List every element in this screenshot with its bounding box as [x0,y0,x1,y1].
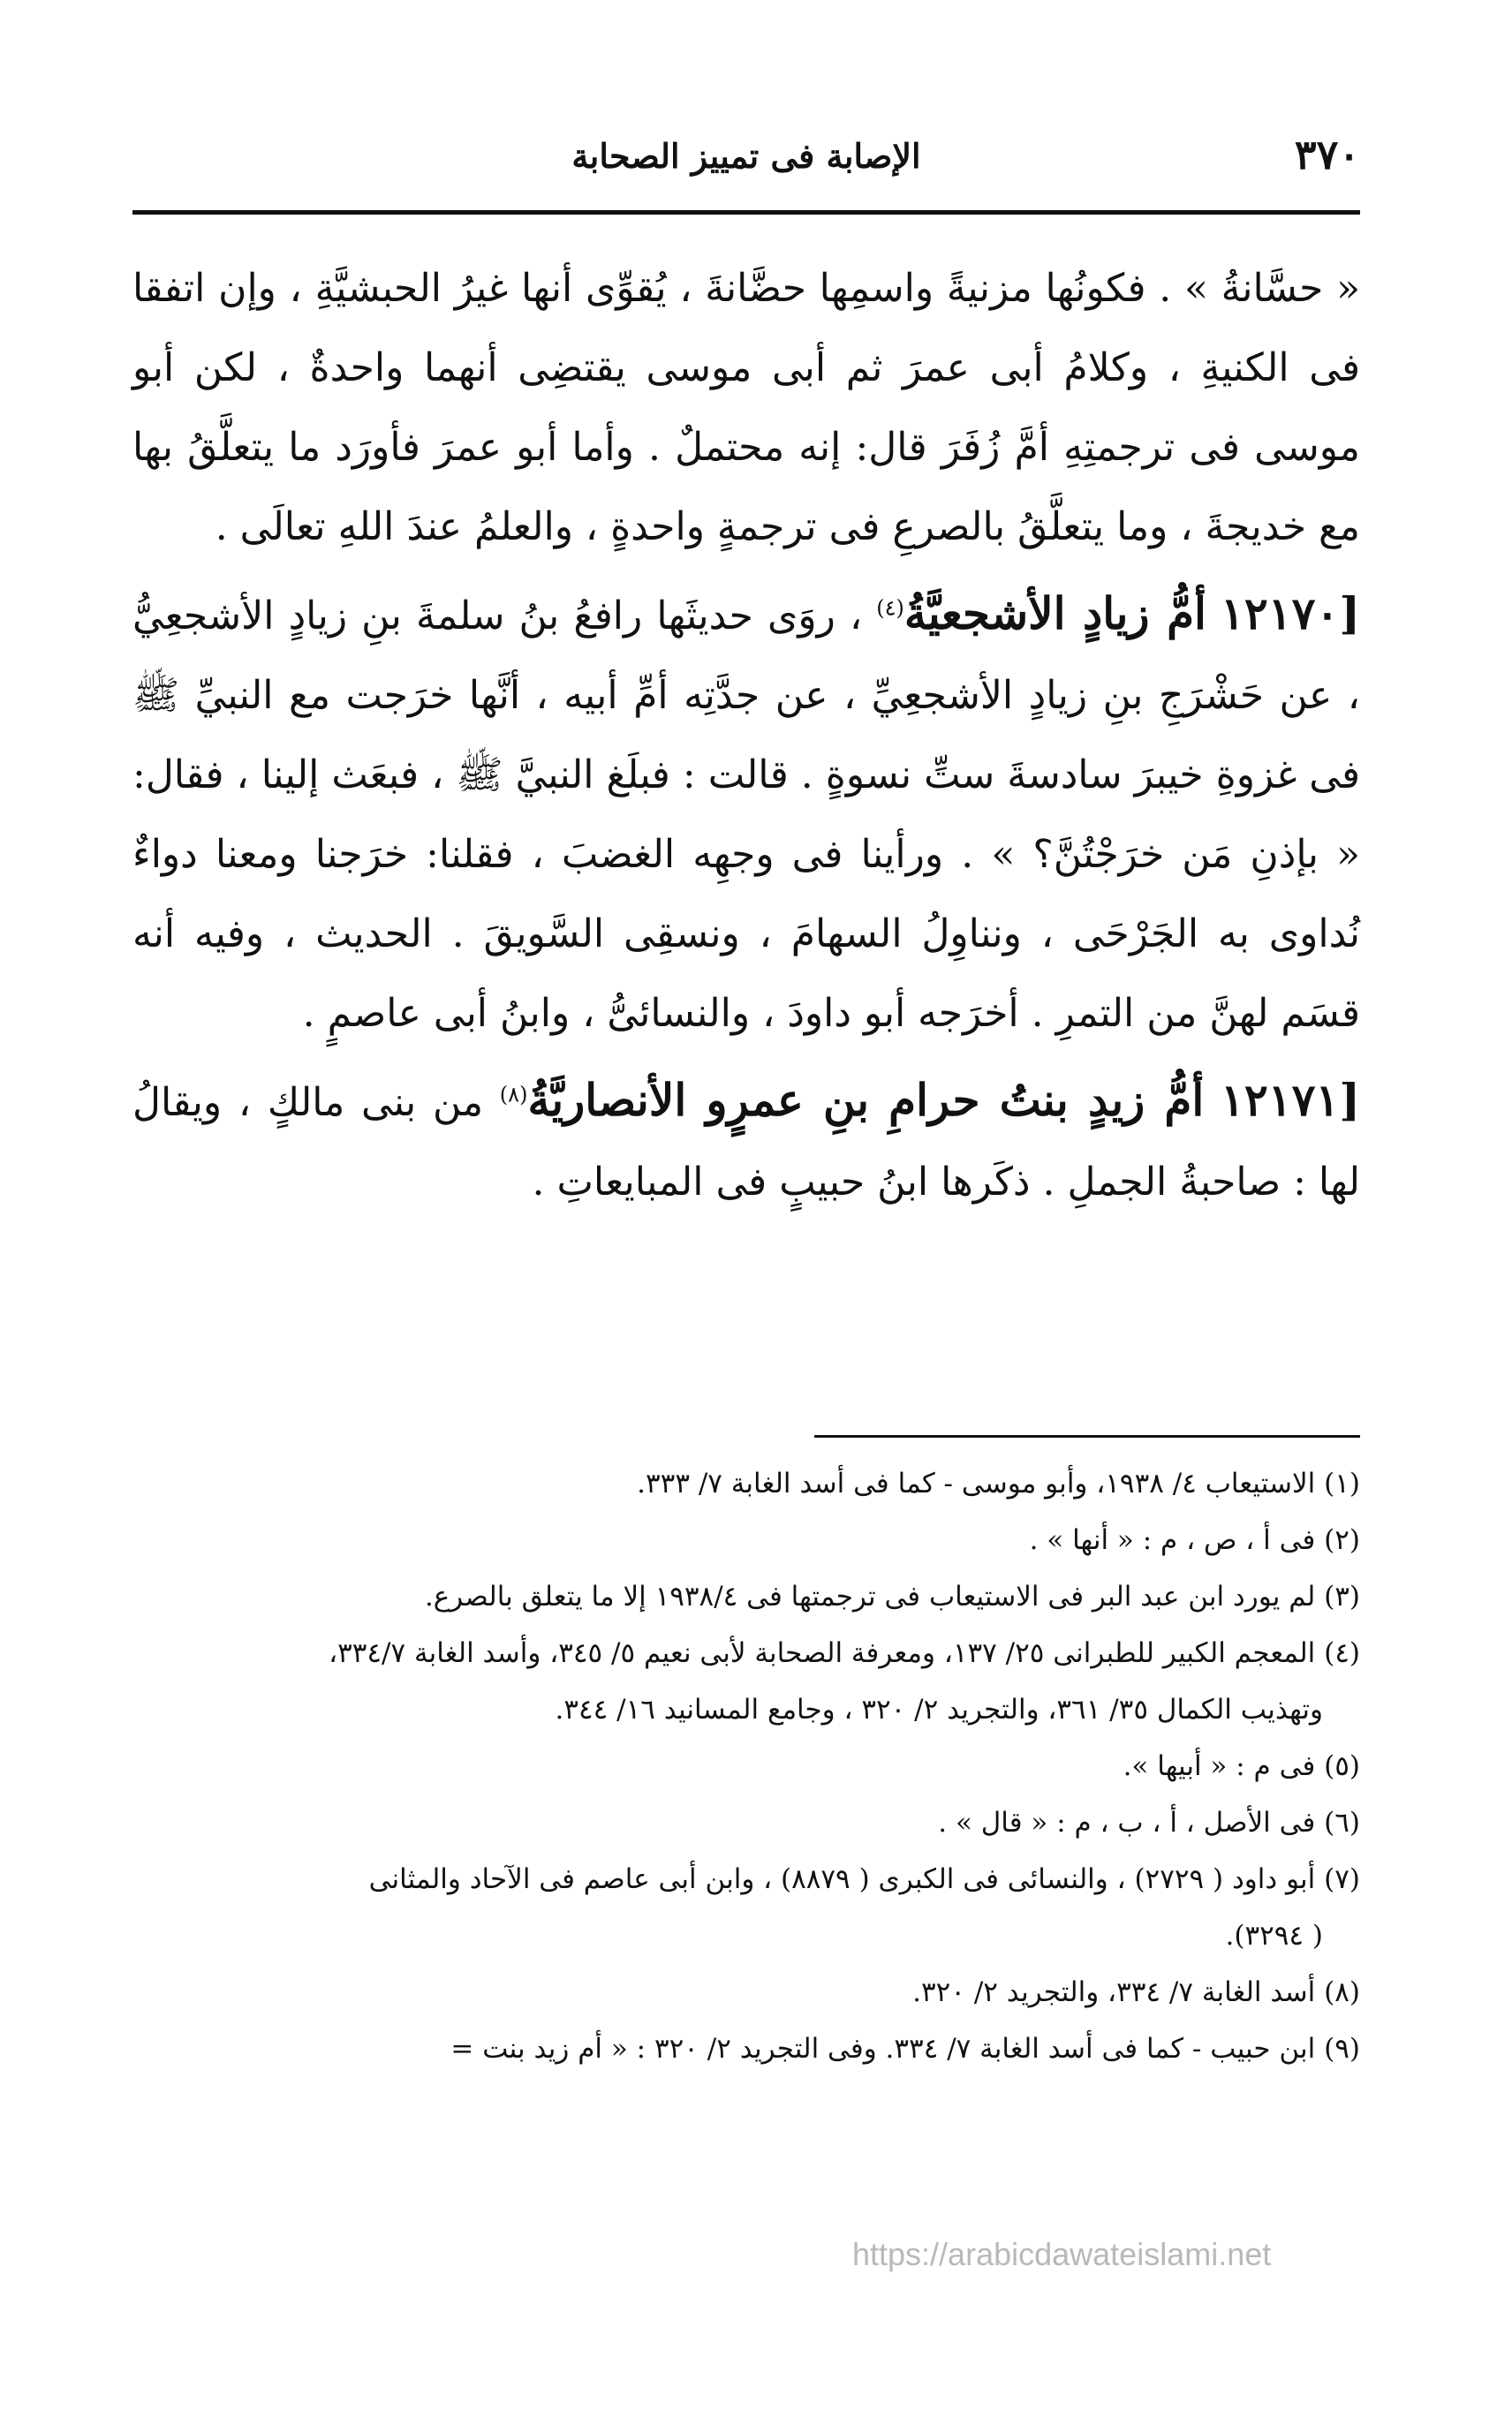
footnote-continuation: وتهذيب الكمال ٣٥/ ٣٦١، والتجريد ٢/ ٣٢٠ ، وجامع المسانيد ١٦/ ٣٤٤. [555,1694,1323,1726]
footnote-text: لم يورد ابن عبد البر فى الاستيعاب فى ترجمتها فى ١٩٣٨/٤ إلا ما يتعلق بالصرع. [424,1581,1316,1613]
footnote-text: فى م : « أبيها ». [1123,1750,1316,1782]
footnote-label: (٣) [1324,1581,1360,1613]
footnote-label: (١) [1324,1468,1360,1500]
footnote-7 [132,1851,1360,1964]
page-header [132,124,1360,203]
footnote-continuation: ( ٣٢٩٤). [1225,1920,1323,1952]
running-title: الإصابة فى تمييز الصحابة [571,136,921,176]
footnote-text: المعجم الكبير للطبرانى ٢٥/ ١٣٧، ومعرفة الصحابة لأبى نعيم ٥/ ٣٤٥، وأسد الغابة ٣٣٤/٧، [329,1637,1316,1669]
entry-text: من بنى مالكٍ ، ويقالُ لها : صاحبةُ الجملِ . ذكَرها ابنُ حبيبٍ فى المبايعاتِ . [132,1080,1360,1205]
footnote-text: الاستيعاب ٤/ ١٩٣٨، وأبو موسى - كما فى أسد الغابة ٧/ ٣٣٣. [637,1468,1316,1500]
entry-text: ، روَى حديثَها رافعُ بنُ سلمةَ بنِ زيادٍ الأشجعِيُّ ، عن حَشْرَجِ بنِ زيادٍ الأشجعِيِّ ، عن جدَّتِه أمِّ أبيه ، أنَّها خرَجت مع النبيِّ ﷺ فى غزوةِ خيبرَ سادسةَ ستِّ نسوةٍ . قالت : فبلَغ النبيَّ ﷺ ، فبعَث إلينا ، فقال: « بإذنِ مَن خرَجْتُنَّ؟ » . ورأينا فى وجهِه الغضبَ ، فقلنا: خرَجنا ومعنا دواءٌ نُداوى به الجَرْحَى ، ونناوِلُ السهامَ ، ونسقِى السَّويقَ . الحديث ، وفيه أنه قسَم لهنَّ من التمرِ . أخرَجه أبو داودَ ، والنسائىُّ ، وابنُ أبى عاصمٍ . [132,593,1360,1036]
footnote-label: (٢) [1324,1524,1360,1556]
footnote-label: (٥) [1324,1750,1360,1782]
footnote-1 [132,1455,1360,1512]
entry-name: أمُّ زيادٍ الأشجعيَّةُ [903,587,1206,639]
footnote-rule [814,1435,1360,1438]
footnote-9 [132,2021,1360,2077]
entry-name: أمُّ زيدٍ بنتُ حرامِ بنِ عمرٍو الأنصاريَّةُ [527,1074,1205,1126]
footnote-5 [132,1738,1360,1794]
entry-number: [١٢١٧١ [1221,1074,1360,1126]
footnote-8 [132,1964,1360,2021]
footnote-text: فى أ ، ص ، م : « أنها » . [1029,1524,1316,1556]
footnote-text: فى الأصل ، أ ، ب ، م : « قال » . [938,1807,1316,1839]
footnotes [132,1455,1360,2077]
page-number: ٣٧٠ [1294,131,1360,178]
footnote-label: (٦) [1324,1807,1360,1839]
footnote-3 [132,1568,1360,1625]
footnote-label: (٤) [1324,1637,1360,1669]
footnote-2 [132,1512,1360,1568]
paragraph-continuation: « حسَّانةُ » . فكونُها مزنيةً واسمِها حضَّانةَ ، يُقوِّى أنها غيرُ الحبشيَّةِ ، وإن اتفقا فى الكنيةِ ، وكلامُ أبى عمرَ ثم أبى موسى يقتضِى أنهما واحدةٌ ، لكن أبو موسى فى ترجمتِهِ أمَّ زُفَرَ قال: إنه محتملٌ . وأما أبو عمرَ فأورَد ما يتعلَّقُ بها مع خديجةَ ، وما يتعلَّقُ بالصرعِ فى ترجمةٍ واحدةٍ ، والعلمُ عندَ اللهِ تعالَى . [132,266,1360,549]
entry-number: [١٢١٧٠ [1221,587,1360,639]
footnote-label: (٨) [1324,1976,1360,2008]
entry-12170 [132,574,1360,1054]
header-rule [132,210,1360,215]
main-text [132,249,1360,1229]
footnote-text: أسد الغابة ٧/ ٣٣٤، والتجريد ٢/ ٣٢٠. [912,1976,1316,2008]
footnote-label: (٧) [1324,1863,1360,1895]
entry-12171 [132,1061,1360,1222]
watermark-url: https://arabicdawateislami.net [852,2236,1272,2272]
footnote-text: أبو داود ( ٢٧٢٩) ، والنسائى فى الكبرى ( ٨٨٧٩) ، وابن أبى عاصم فى الآحاد والمثانى [368,1863,1316,1895]
footnote-text: ابن حبيب - كما فى أسد الغابة ٧/ ٣٣٤. وفى التجريد ٢/ ٣٢٠ : « أم زيد بنت = [450,2033,1316,2065]
footnote-ref: (٤) [876,595,904,621]
footnote-label: (٩) [1324,2033,1360,2065]
footnote-6 [132,1794,1360,1851]
footnote-4 [132,1625,1360,1738]
footnote-ref: (٨) [499,1082,528,1107]
